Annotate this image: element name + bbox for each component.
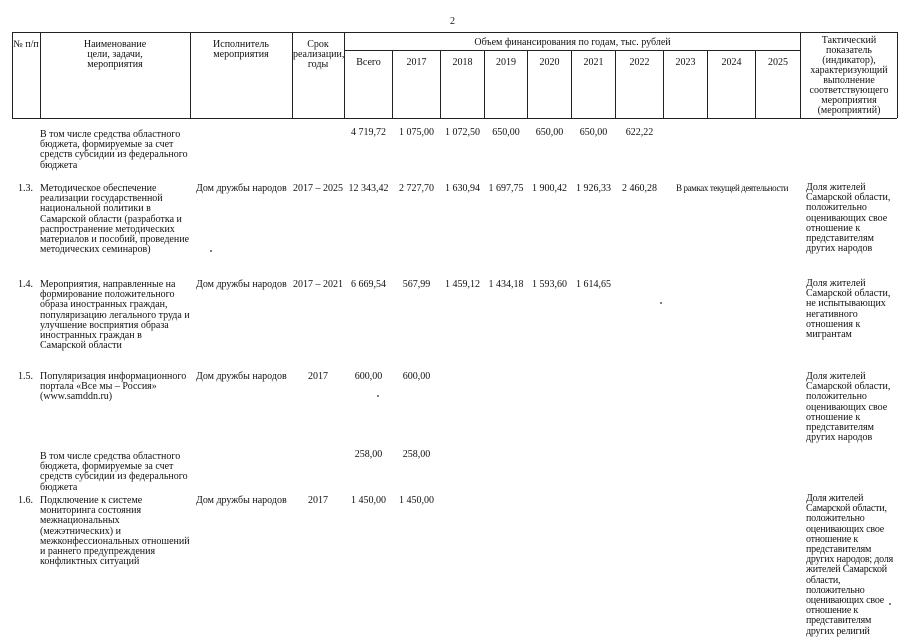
row-0-2022: 622,22 <box>625 127 654 138</box>
row-5-num: 1.6. <box>18 495 33 506</box>
row-0-2017: 1 075,00 <box>399 127 434 138</box>
col-border-executor <box>190 32 191 118</box>
row-2-total: 6 669,54 <box>351 279 386 290</box>
header-year-2025: 2025 <box>768 57 788 68</box>
scan-speck <box>660 302 662 304</box>
header-year-2022: 2022 <box>629 57 650 68</box>
row-5-term: 2017 <box>308 495 328 506</box>
header-indicator: Тактический показатель (индикатор), характеризующий выполнение соответствующего мероприятия (мероприятий) <box>809 35 889 116</box>
row-2-indicator: Доля жителей Самарской области, не испытывающих негативного отношения к мигрантам <box>806 278 891 341</box>
row-1-name: Методическое обеспечение реализации государственной национальной политики в Самарской области (разработка и распространение методических материалов и пособий, проведение методических семинаров) <box>40 183 190 256</box>
scan-speck <box>210 250 212 252</box>
row-2-num: 1.4. <box>18 279 33 290</box>
row-0-2021: 650,00 <box>579 127 608 138</box>
header-bottom-border <box>12 118 897 119</box>
scan-speck <box>889 603 891 605</box>
col-border-right <box>897 32 898 118</box>
row-2-2021: 1 614,65 <box>576 279 611 290</box>
row-1-note: В рамках текущей деятельности <box>676 183 789 193</box>
row-1-2018: 1 630,94 <box>445 183 480 194</box>
header-year-2020: 2020 <box>539 57 560 68</box>
header-name: Наименование цели, задачи, мероприятия <box>83 39 147 70</box>
row-1-2019: 1 697,75 <box>488 183 524 194</box>
header-year-2021: 2021 <box>583 57 604 68</box>
row-3-num: 1.5. <box>18 371 33 382</box>
row-4-name: В том числе средства областного бюджета, формируемые за счет средств субсидии из федерального бюджета <box>40 451 188 493</box>
row-2-2019: 1 434,18 <box>488 279 524 290</box>
row-1-executor: Дом дружбы народов <box>196 183 287 194</box>
header-num: № п/п <box>13 39 39 50</box>
row-0-2018: 1 072,50 <box>445 127 480 138</box>
row-0-total: 4 719,72 <box>351 127 386 138</box>
row-0-name: В том числе средства областного бюджета, формируемые за счет средств субсидии из федерального бюджета <box>40 129 188 171</box>
row-2-executor: Дом дружбы народов <box>196 279 287 290</box>
row-0-2020: 650,00 <box>535 127 564 138</box>
funding-header-divider <box>344 50 800 51</box>
row-1-2021: 1 926,33 <box>576 183 611 194</box>
row-3-name: Популяризация информационного портала «Все мы – Россия» (www.samddn.ru) <box>40 371 187 403</box>
scan-speck <box>377 395 379 397</box>
row-1-2022: 2 460,28 <box>622 183 657 194</box>
row-2-2020: 1 593,60 <box>532 279 567 290</box>
header-year-2018: 2018 <box>452 57 473 68</box>
table-top-border <box>12 32 897 33</box>
header-executor: Исполнитель мероприятия <box>213 39 269 60</box>
row-4-total: 258,00 <box>354 449 383 460</box>
row-5-indicator: Доля жителей Самарской области, положительно оценивающих свое отношение к представителям других народов; доля жителей Самарской области, положительно оценивающих свое отношение к представителям других религий <box>806 493 894 637</box>
row-5-2017: 1 450,00 <box>399 495 434 506</box>
row-1-2020: 1 900,42 <box>532 183 567 194</box>
header-term: Срок реализации, годы <box>293 39 345 70</box>
row-2-2017: 567,99 <box>402 279 431 290</box>
header-year-2024: 2024 <box>721 57 742 68</box>
row-5-executor: Дом дружбы народов <box>196 495 287 506</box>
row-2-name: Мероприятия, направленные на формирование положительного образа иностранных граждан, популяризацию легального труда и улучшение восприятия образа иностранных граждан в Самарской области <box>40 279 190 352</box>
row-2-2018: 1 459,12 <box>445 279 480 290</box>
row-3-2017: 600,00 <box>402 371 431 382</box>
row-3-executor: Дом дружбы народов <box>196 371 287 382</box>
row-3-total: 600,00 <box>354 371 383 382</box>
row-1-total: 12 343,42 <box>348 183 389 194</box>
header-total: Всего <box>356 57 381 68</box>
row-5-total: 1 450,00 <box>351 495 386 506</box>
row-0-2019: 650,00 <box>492 127 520 138</box>
header-year-2017: 2017 <box>406 57 427 68</box>
row-1-2017: 2 727,70 <box>399 183 434 194</box>
header-year-2023: 2023 <box>675 57 696 68</box>
row-3-indicator: Доля жителей Самарской области, положительно оценивающих свое отношение к представителям других народов <box>806 371 891 444</box>
page-number: 2 <box>450 16 455 27</box>
col-border-name <box>40 32 41 118</box>
row-1-num: 1.3. <box>18 183 33 194</box>
row-5-name: Подключение к системе мониторинга состояния межнациональных (межэтнических) и межконфессиональных отношений и раннего предупреждения конфликтных ситуаций <box>40 495 190 568</box>
row-1-term: 2017 – 2025 <box>293 183 343 194</box>
header-funding: Объем финансирования по годам, тыс. рублей <box>474 37 671 48</box>
row-2-term: 2017 – 2021 <box>293 279 343 290</box>
col-border-indicator <box>800 32 801 118</box>
row-1-indicator: Доля жителей Самарской области, положительно оценивающих свое отношение к представителям других народов <box>806 182 891 255</box>
row-3-term: 2017 <box>308 371 328 382</box>
header-year-2019: 2019 <box>496 57 516 68</box>
row-4-2017: 258,00 <box>402 449 431 460</box>
